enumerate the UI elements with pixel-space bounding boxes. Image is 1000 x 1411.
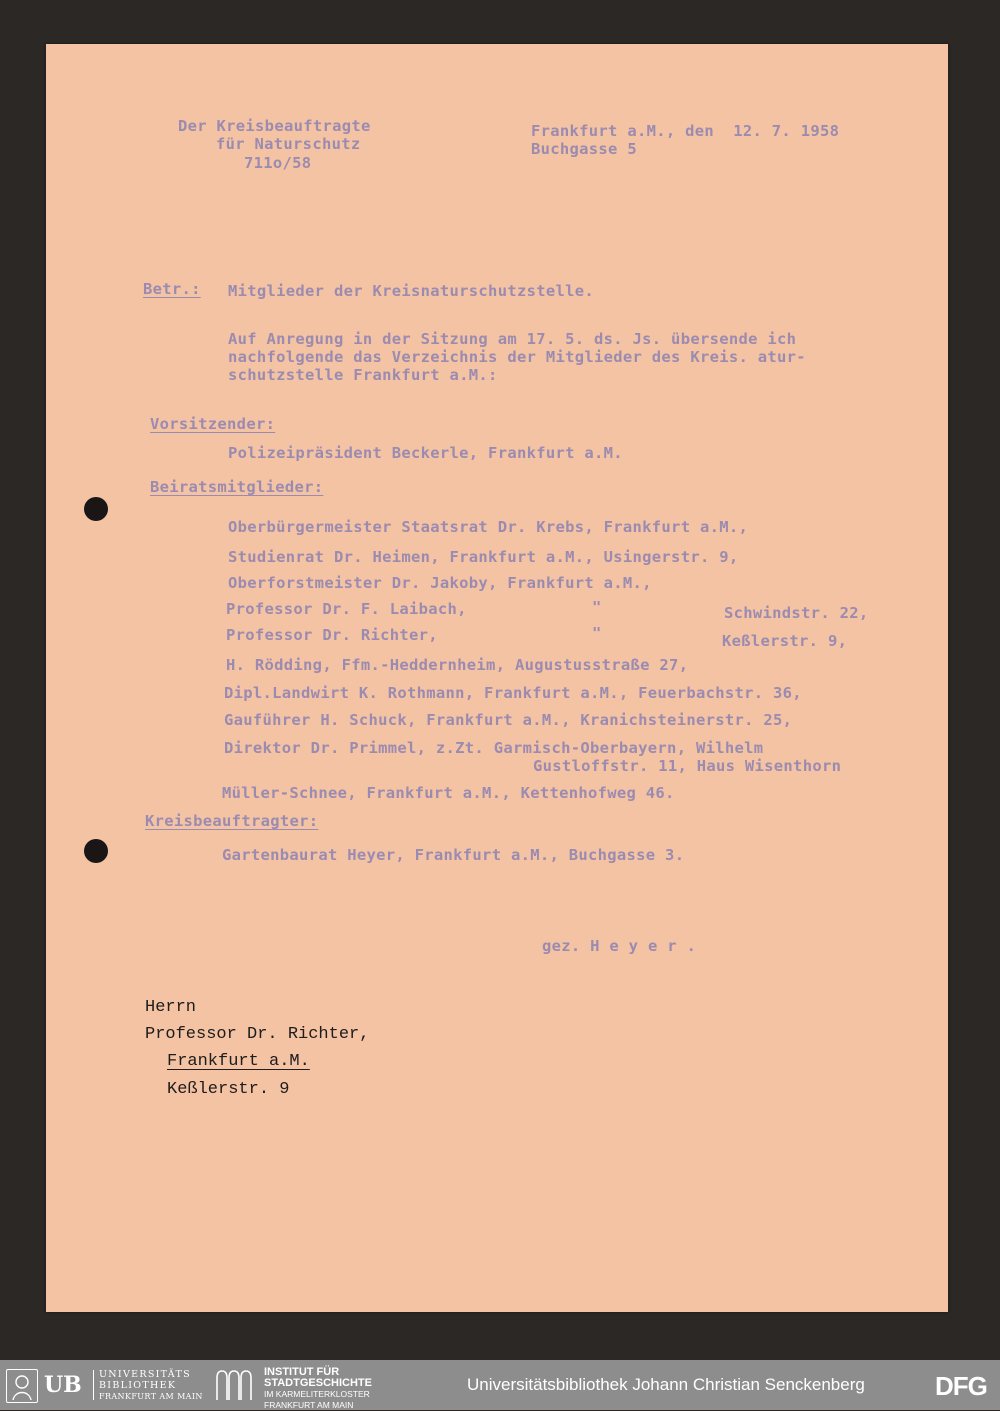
recipient-street: Keßlerstr. 9 <box>167 1080 290 1099</box>
place-date: Frankfurt a.M., den 12. 7. 1958 <box>531 122 840 140</box>
ditto-mark: " <box>592 624 602 642</box>
recipient-name: Professor Dr. Richter, <box>145 1025 370 1044</box>
recipient-city: Frankfurt a.M. <box>167 1052 310 1071</box>
punch-hole-lower <box>84 839 108 863</box>
intro-line-3: schutzstelle Frankfurt a.M.: <box>228 366 498 384</box>
board-member: Professor Dr. F. Laibach, <box>226 600 467 618</box>
board-member: Professor Dr. Richter, <box>226 626 438 644</box>
chair-entry: Polizeipräsident Beckerle, Frankfurt a.M. <box>228 444 623 462</box>
punch-hole-upper <box>84 497 108 521</box>
commissioner-heading: Kreisbeauftragter: <box>145 812 319 830</box>
board-member: Oberforstmeister Dr. Jakoby, Frankfurt a.M., <box>228 574 652 592</box>
sender-department: für Naturschutz <box>216 135 361 153</box>
subject-text: Mitglieder der Kreisnaturschutzstelle. <box>228 282 595 300</box>
document-page <box>46 44 948 1312</box>
intro-line-1: Auf Anregung in der Sitzung am 17. 5. ds. Js. übersende ich <box>228 330 797 348</box>
subject-label: Betr.: <box>143 280 201 298</box>
board-member: Oberbürgermeister Staatsrat Dr. Krebs, Frankfurt a.M., <box>228 518 749 536</box>
board-member-address: Schwindstr. 22, <box>724 604 869 622</box>
board-member: H. Rödding, Ffm.-Heddernheim, Augustusstraße 27, <box>226 656 689 674</box>
signature: gez. H e y e r . <box>542 937 697 955</box>
ub-logo-text: UB <box>44 1372 82 1398</box>
board-heading: Beiratsmitglieder: <box>150 478 324 496</box>
ub-seal-icon <box>6 1369 38 1403</box>
dfg-logo: DFG <box>935 1371 987 1401</box>
library-title: Universitätsbibliothek Johann Christian Senckenberg <box>467 1375 865 1394</box>
intro-line-2: nachfolgende das Verzeichnis der Mitglieder des Kreis. atur- <box>228 348 806 366</box>
board-member: Dipl.Landwirt K. Rothmann, Frankfurt a.M., Feuerbachstr. 36, <box>224 684 802 702</box>
board-member: Gauführer H. Schuck, Frankfurt a.M., Kranichsteinerstr. 25, <box>224 711 793 729</box>
institute-building-icon <box>214 1368 254 1402</box>
board-member: Direktor Dr. Primmel, z.Zt. Garmisch-Oberbayern, Wilhelm <box>224 739 764 757</box>
board-member-address: Keßlerstr. 9, <box>722 632 848 650</box>
institute-name: INSTITUT FÜR STADTGESCHICHTE IM KARMELITERKLOSTER FRANKFURT AM MAIN <box>264 1366 372 1410</box>
recipient-salutation: Herrn <box>145 998 197 1017</box>
board-member: Müller-Schnee, Frankfurt a.M., Kettenhofweg 46. <box>222 784 675 802</box>
board-member-continuation: Gustloffstr. 11, Haus Wisenthorn <box>533 757 842 775</box>
board-member: Studienrat Dr. Heimen, Frankfurt a.M., Usingerstr. 9, <box>228 548 739 566</box>
chair-heading: Vorsitzender: <box>150 415 276 433</box>
sender-street: Buchgasse 5 <box>531 140 637 158</box>
footer-bar <box>0 1360 1000 1410</box>
ditto-mark: " <box>592 598 602 616</box>
ub-name: UNIVERSITÄTS BIBLIOTHEK FRANKFURT AM MAIN <box>99 1369 203 1401</box>
reference-number: 711o/58 <box>244 154 312 172</box>
sender-office: Der Kreisbeauftragte <box>178 117 371 135</box>
footer-divider <box>93 1370 94 1400</box>
commissioner-entry: Gartenbaurat Heyer, Frankfurt a.M., Buchgasse 3. <box>222 846 685 864</box>
